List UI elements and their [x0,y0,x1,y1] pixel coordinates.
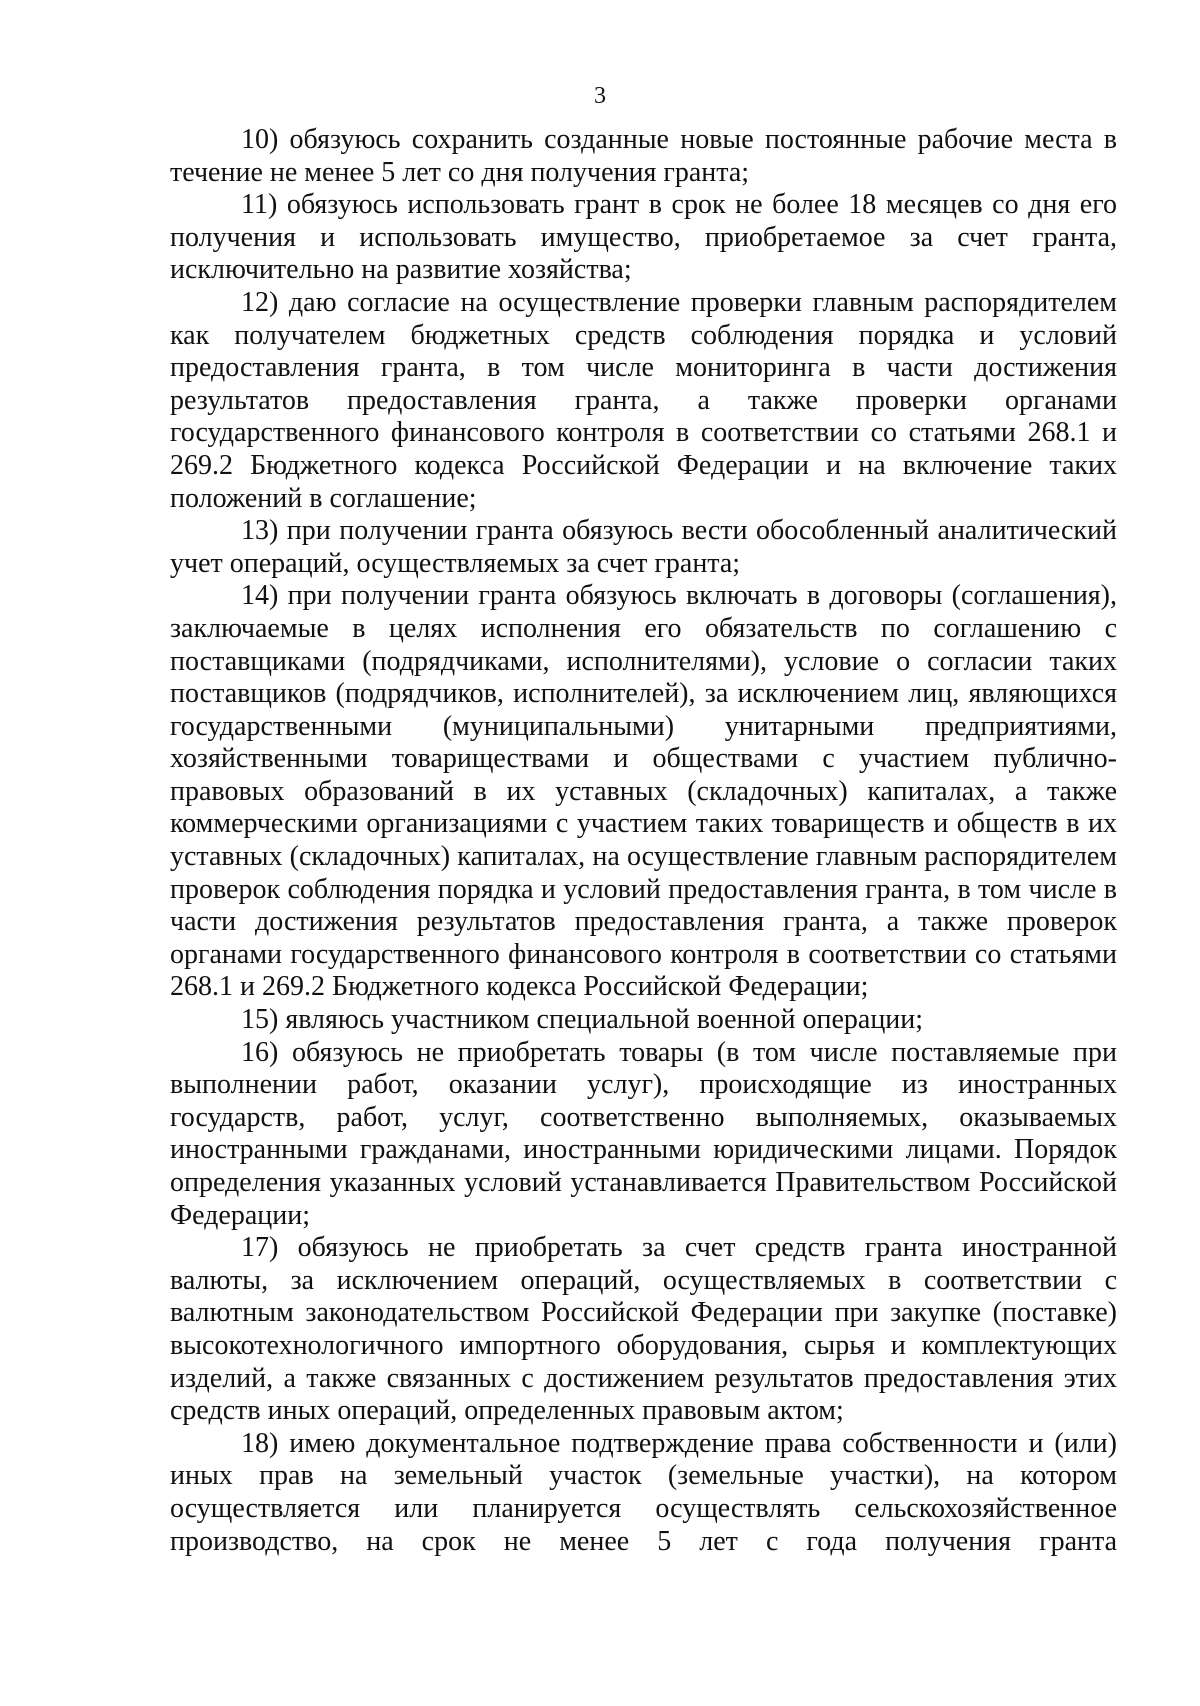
paragraph-item-15: 15) являюсь участником специальной военной операции; [241,1004,924,1036]
document-body [170,124,1117,1558]
page-number: 3 [594,83,606,109]
paragraph-item-17: 17) обязуюсь не приобретать за счет средств гранта иностранной валюты, за исключением операций, осуществляемых в соответствии с валютным законодательством Российской Федерации при закупке (поставке) высокотехнологичного импортного оборудования, сырья и комплектующих изделий, а также связанных с достижением результатов предоставления этих средств иных операций, определенных правовым актом; [170,1232,1117,1427]
paragraph-item-14: 14) при получении гранта обязуюсь включать в договоры (соглашения), заключаемые в целях исполнения его обязательств по соглашению с поставщиками (подрядчиками, исполнителями), условие о согласии таких поставщиков (подрядчиков, исполнителей), за исключением лиц, являющихся государственными (муниципальными) унитарными предприятиями, хозяйственными товариществами и обществами с участием публично-правовых образований в их уставных (складочных) капиталах, а также коммерческими организациями с участием таких товариществ и обществ в их уставных (складочных) капиталах, на осуществление главным распорядителем проверок соблюдения порядка и условий предоставления гранта, в том числе в части достижения результатов предоставления гранта, а также проверок органами государственного финансового контроля в соответствии со статьями 268.1 и 269.2 Бюджетного кодекса Российской Федерации; [170,580,1117,1003]
paragraph-item-12: 12) даю согласие на осуществление проверки главным распорядителем как получателем бюджетных средств соблюдения порядка и условий предоставления гранта, в том числе мониторинга в части достижения результатов предоставления гранта, а также проверки органами государственного финансового контроля в соответствии со статьями 268.1 и 269.2 Бюджетного кодекса Российской Федерации и на включение таких положений в соглашение; [170,286,1117,514]
paragraph-item-13: 13) при получении гранта обязуюсь вести обособленный аналитический учет операций, осуществляемых за счет гранта; [170,515,1117,579]
paragraph-item-10: 10) обязуюсь сохранить созданные новые постоянные рабочие места в течение не менее 5 лет со дня получения гранта; [170,124,1117,188]
paragraph-item-11: 11) обязуюсь использовать грант в срок не более 18 месяцев со дня его получения и использовать имущество, приобретаемое за счет гранта, исключительно на развитие хозяйства; [170,189,1117,286]
paragraph-item-18: 18) имею документальное подтверждение права собственности и (или) иных прав на земельный участок (земельные участки), на котором осуществляется или планируется осуществлять сельскохозяйственное производство, на срок не менее 5 лет с года получения гранта [170,1427,1117,1557]
paragraph-item-16: 16) обязуюсь не приобретать товары (в том числе поставляемые при выполнении работ, оказании услуг), происходящие из иностранных государств, работ, услуг, соответственно выполняемых, оказываемых иностранными гражданами, иностранными юридическими лицами. Порядок определения указанных условий устанавливается Правительством Российской Федерации; [170,1036,1117,1231]
